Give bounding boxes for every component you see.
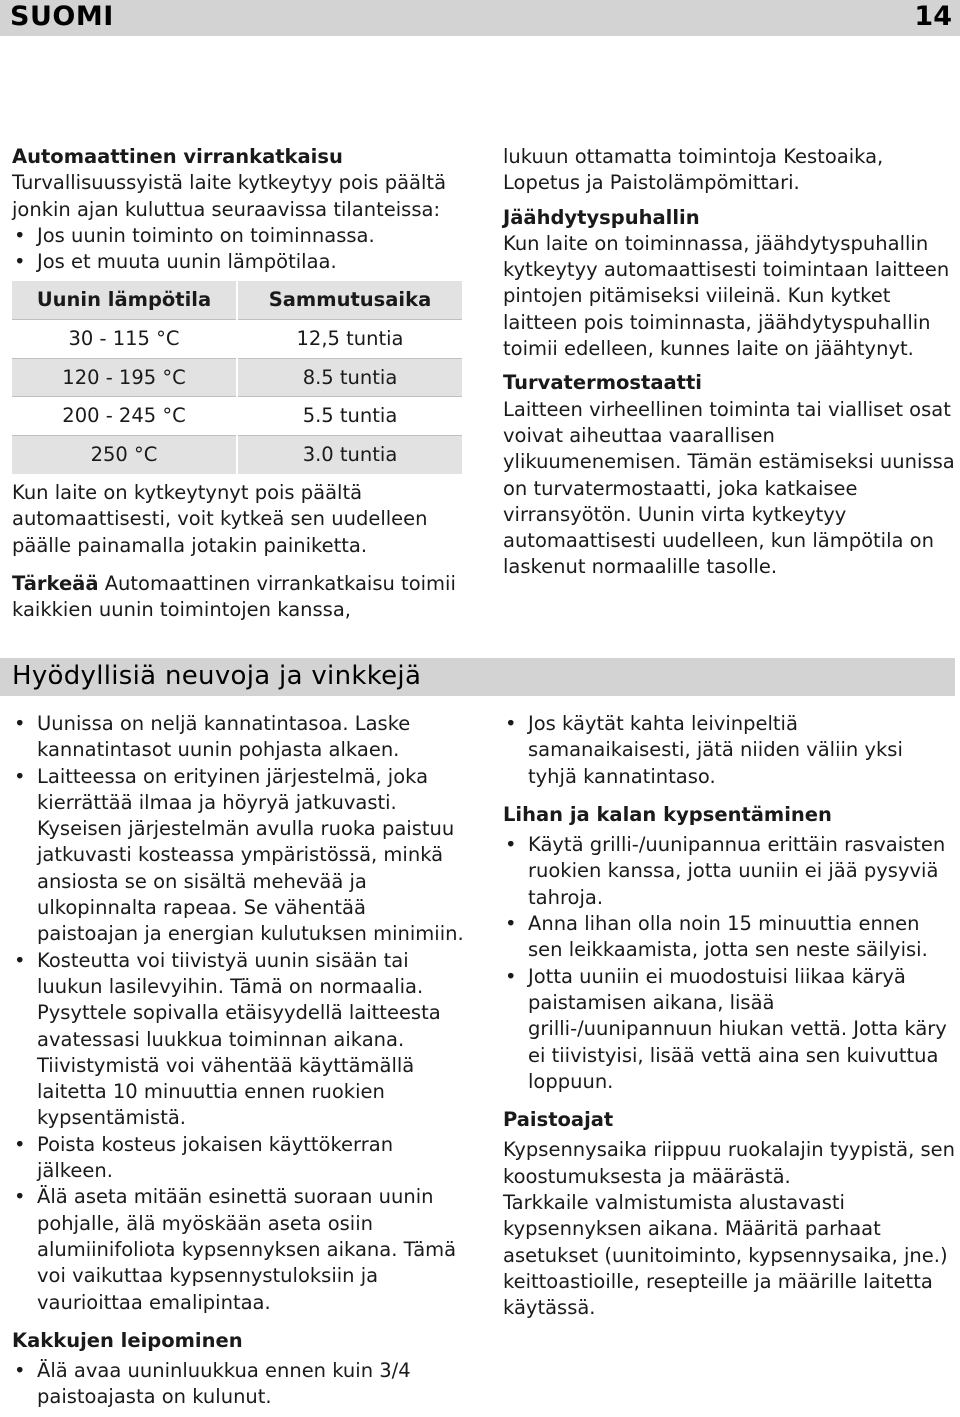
fan-text: Kun laite on toiminnassa, jäähdytyspuhallin kytkeytyy automaattisesti toimintaan laitteen pintojen pitämiseksi viileinä. Kun kytket laitteen pois toiminnasta, jäähdytyspuhallin toimii edelleen, kunnes laite on jäähtynyt.	[503, 231, 950, 361]
table-row	[12, 397, 462, 436]
header-bar	[0, 0, 960, 36]
list-item: • Uunissa on neljä kannatintasoa. Laske kannatintasot uunin pohjasta alkaen.	[12, 711, 464, 764]
table-cell: 12,5 tuntia	[237, 320, 462, 359]
list-item: • Käytä grilli-/uunipannua erittäin rasvaisten ruokien kanssa, jotta uuniin ei jää pysyviä tahroja.	[503, 832, 955, 911]
times-text-2: Tarkkaile valmistumista alustavasti kypsennyksen aikana. Määritä parhaat asetukset (uunitoiminto, kypsennysaika, jne.) keittoastioille, resepteille ja määrille laitetta käytässä.	[503, 1191, 948, 1320]
cake-bullets	[12, 1358, 464, 1411]
table-header-row	[12, 281, 462, 320]
list-item: • Anna lihan olla noin 15 minuuttia ennen sen leikkaamista, jotta sen neste säilyisi.	[503, 911, 955, 964]
list-item: • Jos et muuta uunin lämpötilaa.	[12, 249, 467, 275]
table-row	[12, 320, 462, 359]
table-row	[12, 358, 462, 397]
restart-text: Kun laite on kytkeytynyt pois päältä automaattisesti, voit kytkeä sen uudelleen päälle painamalla jotakin painiketta.	[12, 480, 428, 557]
thermostat-title: Turvatermostaatti	[503, 371, 702, 395]
table-cell: 200 - 245 °C	[12, 397, 237, 436]
times-text-1: Kypsennysaika riippuu ruokalajin tyypistä, sen koostumuksesta ja määrästä.	[503, 1138, 956, 1188]
right-column-top	[503, 144, 955, 581]
tips-bullets	[12, 711, 464, 1316]
important-text: Automaattinen virrankatkaisu toimii kaikkien uunin toimintojen kanssa,	[12, 571, 456, 622]
continuation-text: lukuun ottamatta toimintoja Kestoaika, Lopetus ja Paistolämpömittari.	[503, 145, 884, 195]
shutoff-table	[12, 281, 462, 474]
table-header-shutoff-time: Sammutusaika	[237, 281, 462, 320]
important-label: Tärkeää	[12, 571, 99, 595]
list-item: • Jos uunin toiminto on toiminnassa.	[12, 223, 467, 249]
auto-off-title: Automaattinen virrankatkaisu	[12, 145, 343, 168]
meat-title: Lihan ja kalan kypsentäminen	[503, 802, 832, 826]
thermostat-text: Laitteen virheellinen toiminta tai vialliset osat voivat aiheuttaa vaarallisen ylikuumenemisen. Tämän estämiseksi uunissa on turvatermostaatti, joka katkaisee virransyötön. Uunin virta kytkeytyy automaattisesti uudelleen, kun lämpötila on laskenut normaalille tasolle.	[503, 397, 955, 579]
important-note	[12, 571, 467, 624]
list-item: • Jotta uuniin ei muodostuisi liikaa käryä paistamisen aikana, lisää grilli-/uunipannuun hiukan vettä. Jotta käry ei tiivistyisi, lisää vettä aina sen kuivuttua loppuun.	[503, 964, 955, 1095]
cake-title: Kakkujen leipominen	[12, 1328, 243, 1352]
auto-off-bullets	[12, 223, 467, 276]
table-row	[12, 435, 462, 474]
left-column-bottom	[12, 711, 464, 1411]
table-cell: 30 - 115 °C	[12, 320, 237, 359]
table-cell: 3.0 tuntia	[237, 435, 462, 474]
table-cell: 8.5 tuntia	[237, 358, 462, 397]
list-item: • Poista kosteus jokaisen käyttökerran jälkeen.	[12, 1132, 464, 1185]
auto-off-intro: Turvallisuussyistä laite kytkeytyy pois päältä jonkin ajan kuluttua seuraavissa tilanteissa:	[12, 171, 447, 221]
list-item: • Kosteutta voi tiivistyä uunin sisään tai luukun lasilevyihin. Tämä on normaalia. Pysyttele sopivalla etäisyydellä laitteesta avatessasi luukkua toiminnan aikana. Tiivistymistä voi vähentää käyttämällä laitetta 10 minuuttia ennen ruokien kypsentämistä.	[12, 948, 464, 1132]
list-item: • Jos käytät kahta leivinpeltiä samanaikaisesti, jätä niiden väliin yksi tyhjä kannatintaso.	[503, 711, 955, 790]
baking-bullets	[503, 711, 955, 790]
section-title: Hyödyllisiä neuvoja ja vinkkejä	[12, 661, 422, 691]
list-item: • Laitteessa on erityinen järjestelmä, joka kierrättää ilmaa ja höyryä jatkuvasti. Kyseisen järjestelmän avulla ruoka paistuu jatkuvasti kosteassa ympäristössä, minkä ansiosta se on sisältä mehevää ja ulkopinnalta rapeaa. Se vähentää paistoajan ja energian kulutuksen minimiin.	[12, 764, 464, 948]
table-cell: 120 - 195 °C	[12, 358, 237, 397]
right-column-bottom	[503, 711, 955, 1322]
list-item: • Älä avaa uuninluukkua ennen kuin 3/4 paistoajasta on kulunut.	[12, 1358, 464, 1411]
page-number: 14	[914, 1, 952, 32]
meat-bullets	[503, 832, 955, 1095]
language-label: SUOMI	[10, 1, 114, 32]
left-column-top	[12, 144, 467, 623]
table-header-temperature: Uunin lämpötila	[12, 281, 237, 320]
table-cell: 5.5 tuntia	[237, 397, 462, 436]
table-cell: 250 °C	[12, 435, 237, 474]
times-title: Paistoajat	[503, 1108, 614, 1132]
section-header	[0, 658, 955, 696]
list-item: • Älä aseta mitään esinettä suoraan uunin pohjalle, älä myöskään aseta osiin alumiinifoliota kypsennyksen aikana. Tämä voi vaikuttaa kypsennystuloksiin ja vaurioittaa emalipintaa.	[12, 1184, 464, 1315]
fan-title: Jäähdytyspuhallin	[503, 205, 700, 229]
